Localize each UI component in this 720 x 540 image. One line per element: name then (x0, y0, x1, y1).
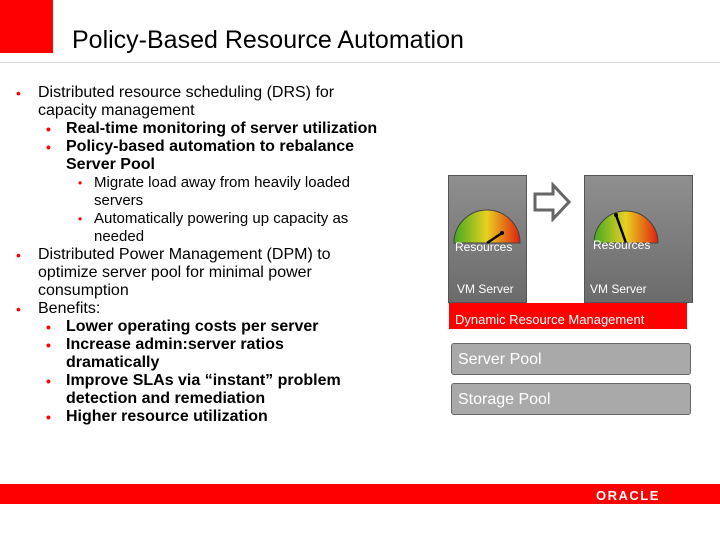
bullet-text: dramatically (66, 354, 160, 371)
vm-server-label-right: VM Server (590, 282, 647, 296)
bullet-item-level2 (16, 354, 436, 372)
bullet-list (16, 84, 436, 426)
resources-label-left: Resources (455, 240, 513, 254)
bullet-text: Higher resource utilization (66, 408, 268, 425)
title-divider (0, 62, 720, 63)
storage-pool-box: Storage Pool (451, 383, 691, 415)
utilization-gauge-left-icon (452, 203, 522, 245)
bullet-item-level1 (16, 246, 436, 264)
bullet-item-level3 (16, 210, 436, 228)
bullet-text: Increase admin:server ratios (66, 336, 284, 353)
bullet-text: Policy-based automation to rebalance (66, 138, 355, 155)
bullet-text: Lower operating costs per server (66, 318, 319, 335)
bullet-text: detection and remediation (66, 390, 266, 407)
bullet-text: Distributed Power Management (DPM) to (38, 246, 331, 263)
bullet-item-level2 (16, 372, 436, 390)
migrate-arrow-icon (533, 182, 571, 222)
bullet-item-level3 (16, 228, 436, 246)
bullet-item-level1 (16, 102, 436, 120)
bullet-item-level1 (16, 264, 436, 282)
bullet-item-level2 (16, 390, 436, 408)
bullet-text: Server Pool (66, 156, 155, 173)
brand-red-square (0, 0, 53, 53)
bullet-text: Migrate load away from heavily loaded (94, 174, 350, 191)
bullet-text: optimize server pool for minimal power (38, 264, 312, 281)
bullet-item-level2 (16, 408, 436, 426)
bullet-text: consumption (38, 282, 129, 299)
bullet-item-level2 (16, 138, 436, 156)
bullet-item-level3 (16, 192, 436, 210)
bullet-dot: • (46, 319, 51, 335)
bullet-item-level1 (16, 300, 436, 318)
server-pool-box: Server Pool (451, 343, 691, 375)
bullet-text: needed (94, 228, 145, 245)
resources-label-right: Resources (593, 238, 651, 252)
page-title: Policy-Based Resource Automation (72, 26, 464, 54)
vm-server-label-left: VM Server (457, 282, 514, 296)
bullet-item-level2 (16, 336, 436, 354)
bullet-item-level1 (16, 282, 436, 300)
bullet-text: Benefits: (38, 300, 101, 317)
bullet-dot: • (46, 139, 51, 155)
bullet-dot: • (78, 176, 83, 190)
bullet-dot: • (78, 212, 83, 226)
bullet-dot: • (46, 121, 51, 137)
bullet-dot: • (16, 85, 21, 101)
oracle-logo: ORACLE (596, 488, 660, 503)
bullet-dot: • (46, 409, 51, 425)
dynamic-resource-management-bar: Dynamic Resource Management (449, 303, 687, 329)
bullet-item-level2 (16, 156, 436, 174)
bullet-item-level2 (16, 120, 436, 138)
bullet-item-level2 (16, 318, 436, 336)
bullet-dot: • (46, 373, 51, 389)
bullet-text: Improve SLAs via “instant” problem (66, 372, 341, 389)
bullet-text: Distributed resource scheduling (DRS) for (38, 84, 335, 101)
bullet-dot: • (46, 337, 51, 353)
bullet-text: Real-time monitoring of server utilization (66, 120, 378, 137)
bullet-dot: • (16, 301, 21, 317)
bullet-text: Automatically powering up capacity as (94, 210, 349, 227)
bullet-item-level3 (16, 174, 436, 192)
bullet-dot: • (16, 247, 21, 263)
bullet-text: servers (94, 192, 144, 209)
bullet-item-level1 (16, 84, 436, 102)
bullet-text: capacity management (38, 102, 195, 119)
